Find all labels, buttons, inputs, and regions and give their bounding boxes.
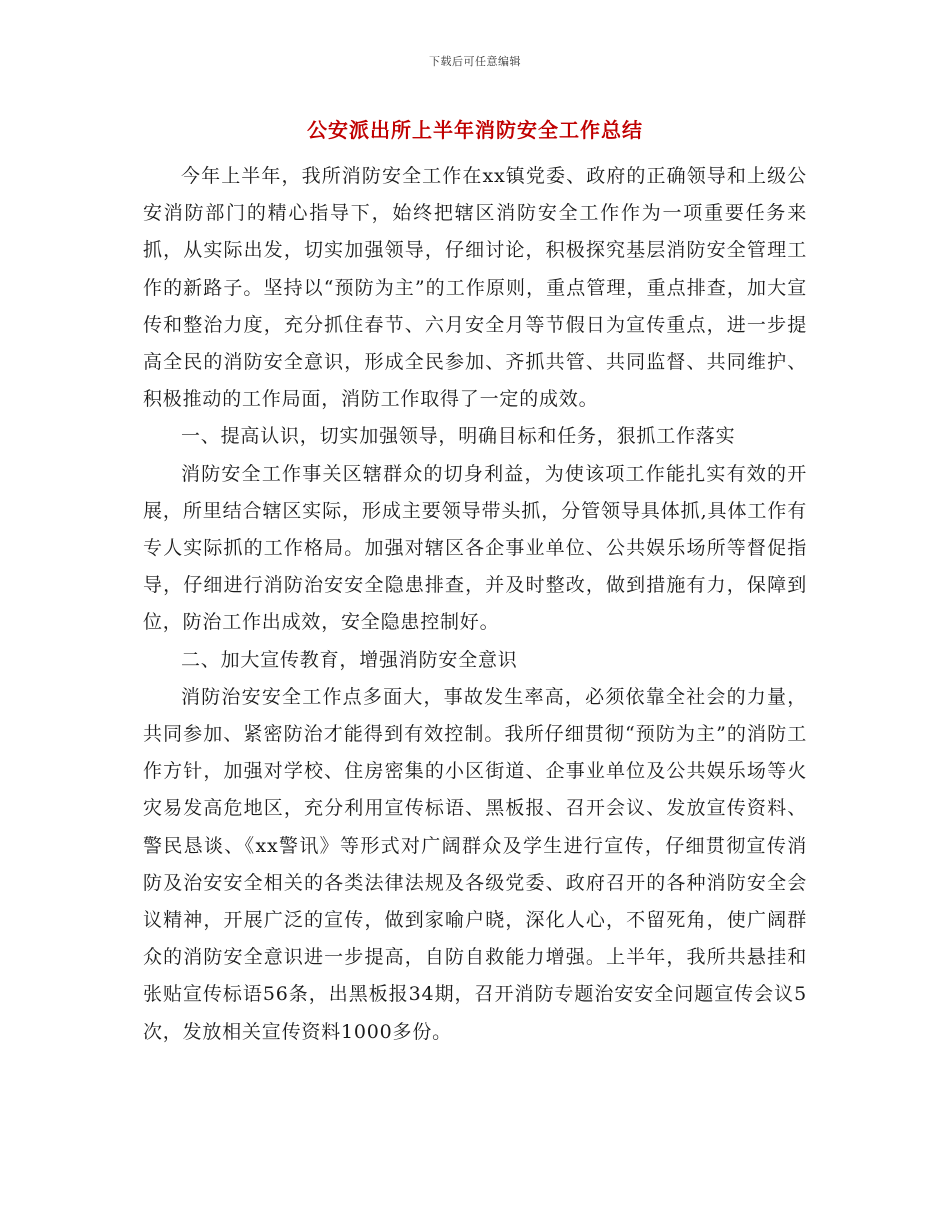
section-2-paragraph: 消防治安安全工作点多面大，事故发生率高，必须依靠全社会的力量，共同参加、紧密防治才能得到有效控制。我所仔细贯彻“预防为主”的消防工作方针，加强对学校、住房密集的小区街道、企事业单位及公共娱乐场等火灾易发高危地区，充分利用宣传标语、黑板报、召开会议、发放宣传资料、警民恳谈、《xx警讯》等形式对广阔群众及学生进行宣传，仔细贯彻宣传消防及治安安全相关的各类法律法规及各级党委、政府召开的各种消防安全会议精神，开展广泛的宣传，做到家喻户晓，深化人心，不留死角，使广阔群众的消防安全意识进一步提高，自防自救能力增强。上半年，我所共悬挂和张贴宣传标语56条，出黑板报34期，召开消防专题治安安全问题宣传会议5次，发放相关宣传资料1000多份。 [143, 685, 807, 1043]
intro-paragraph: 今年上半年，我所消防安全工作在xx镇党委、政府的正确领导和上级公安消防部门的精心指导下，始终把辖区消防安全工作作为一项重要任务来抓，从实际出发，切实加强领导，仔细讨论，积极探究基层消防安全管理工作的新路子。坚持以“预防为主”的工作原则，重点管理，重点排查，加大宣传和整治力度，充分抓住春节、六月安全月等节假日为宣传重点，进一步提高全民的消防安全意识，形成全民参加、齐抓共管、共同监督、共同维护、积极推动的工作局面，消防工作取得了一定的成效。 [143, 165, 807, 411]
document-body [143, 158, 807, 1051]
section-1-paragraph: 消防安全工作事关区辖群众的切身利益，为使该项工作能扎实有效的开展，所里结合辖区实际，形成主要领导带头抓，分管领导具体抓,具体工作有专人实际抓的工作格局。加强对辖区各企事业单位、公共娱乐场所等督促指导，仔细进行消防治安安全隐患排查，并及时整改，做到措施有力，保障到位，防治工作出成效，安全隐患控制好。 [143, 462, 807, 634]
header-note: 下载后可任意编辑 [429, 55, 521, 68]
section-heading-1: 一、提高认识，切实加强领导，明确目标和任务，狠抓工作落实 [181, 425, 736, 448]
document-title: 公安派出所上半年消防安全工作总结 [307, 118, 643, 142]
section-heading-2: 二、加大宣传教育，增强消防安全意识 [181, 648, 518, 671]
